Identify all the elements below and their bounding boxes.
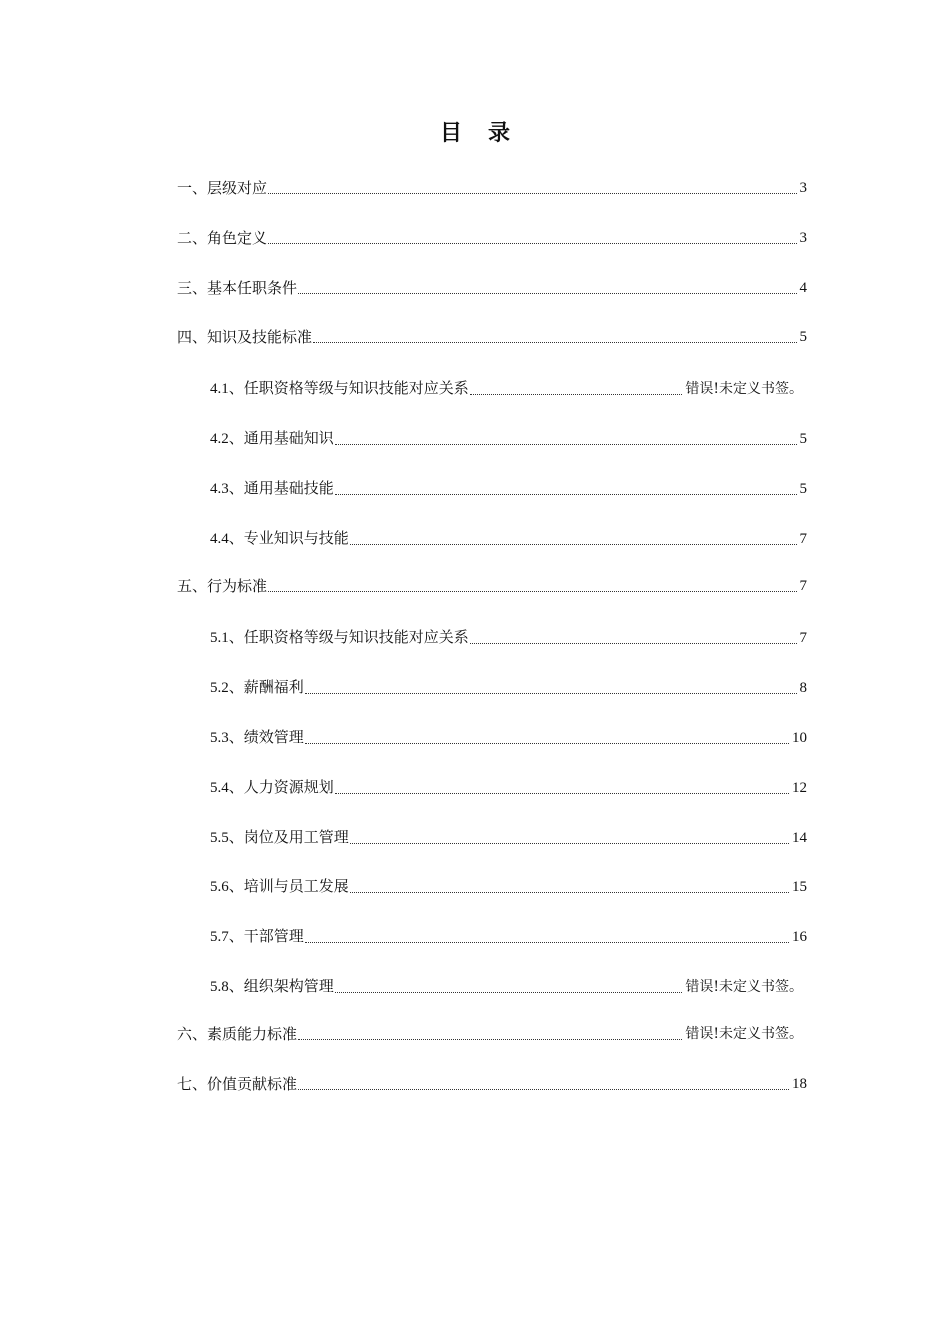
toc-entry-page: 7 xyxy=(799,630,807,646)
dot-leader xyxy=(350,543,797,545)
toc-entry-page: 错误!未定义书签。 xyxy=(685,979,803,995)
toc-entry-text: 培训与员工发展 xyxy=(243,877,349,895)
toc-entry-number: 5.6 xyxy=(210,879,229,895)
toc-entry-separator: 、 xyxy=(192,229,208,247)
toc-entry-separator: 、 xyxy=(228,678,244,696)
toc-entry-text: 岗位及用工管理 xyxy=(243,828,349,846)
toc-entry-separator: 、 xyxy=(192,279,208,297)
toc-entry-label xyxy=(177,1023,297,1045)
toc-entry[interactable] xyxy=(210,528,807,550)
toc-entry-page: 错误!未定义书签。 xyxy=(685,1026,803,1042)
toc-entry-label xyxy=(210,925,304,948)
toc-entry-number: 5.1 xyxy=(210,630,229,646)
toc-entry-label xyxy=(210,427,334,450)
toc-entry-label xyxy=(210,726,304,749)
toc-entry-separator: 、 xyxy=(228,927,244,945)
toc-entry-label xyxy=(210,875,349,898)
toc-entry-text: 素质能力标准 xyxy=(207,1025,298,1043)
dot-leader xyxy=(470,393,683,395)
toc-entry-separator: 、 xyxy=(192,179,208,197)
toc-entry-number: 4.4 xyxy=(210,531,229,547)
toc-entry[interactable] xyxy=(210,478,807,500)
toc-entry-label xyxy=(210,527,349,550)
toc-entry-page: 15 xyxy=(792,879,807,895)
toc-entry-separator: 、 xyxy=(192,577,208,595)
dot-leader xyxy=(268,192,796,194)
dot-leader xyxy=(335,991,683,993)
toc-entry-page: 7 xyxy=(799,531,807,547)
toc-entry-text: 人力资源规划 xyxy=(243,778,334,796)
dot-leader xyxy=(350,891,789,893)
toc-entry-text: 绩效管理 xyxy=(243,728,304,746)
toc-entry-text: 任职资格等级与知识技能对应关系 xyxy=(243,379,469,397)
toc-entry-label xyxy=(177,227,267,249)
toc-entry-number: 5.4 xyxy=(210,780,229,796)
toc-entry-separator: 、 xyxy=(228,379,244,397)
toc-entry-text: 组织架构管理 xyxy=(243,977,334,995)
toc-entry-separator: 、 xyxy=(192,1025,208,1043)
toc-entry-separator: 、 xyxy=(228,628,244,646)
toc-entry[interactable] xyxy=(210,777,807,799)
dot-leader xyxy=(313,341,796,343)
toc-entry[interactable] xyxy=(177,575,807,597)
dot-leader xyxy=(298,1038,682,1040)
toc-entry-label xyxy=(177,575,267,597)
toc-entry-page: 7 xyxy=(799,578,807,594)
toc-entry[interactable] xyxy=(177,326,807,348)
dot-leader xyxy=(268,242,796,244)
toc-entry-number: 七 xyxy=(177,1075,193,1093)
toc-entry-separator: 、 xyxy=(228,429,244,447)
toc-entry[interactable] xyxy=(210,876,807,898)
dot-leader xyxy=(335,493,797,495)
toc-entry[interactable] xyxy=(210,627,807,649)
toc-entry[interactable] xyxy=(210,378,803,400)
toc-entry-number: 5.8 xyxy=(210,979,229,995)
toc-entry-number: 五 xyxy=(177,577,193,595)
toc-entry[interactable] xyxy=(177,177,807,199)
toc-entry-separator: 、 xyxy=(228,728,244,746)
dot-leader xyxy=(470,642,797,644)
toc-entry-page: 错误!未定义书签。 xyxy=(685,381,803,397)
dot-leader xyxy=(268,590,796,592)
toc-title-char-1: 目 xyxy=(439,121,462,146)
toc-entry[interactable] xyxy=(210,727,807,749)
dot-leader xyxy=(298,1088,789,1090)
toc-entry-label xyxy=(210,975,334,998)
toc-entry-text: 通用基础知识 xyxy=(243,429,334,447)
toc-entry-separator: 、 xyxy=(192,328,208,346)
toc-entry-page: 10 xyxy=(792,730,807,746)
toc-entry-number: 二 xyxy=(177,229,193,247)
toc-entry-label xyxy=(210,826,349,849)
toc-entry[interactable] xyxy=(177,1073,807,1095)
toc-entry-page: 14 xyxy=(792,830,807,846)
toc-entry-label xyxy=(210,626,469,649)
toc-entry-number: 5.5 xyxy=(210,830,229,846)
toc-entry-page: 5 xyxy=(799,431,807,447)
toc-entry-text: 基本任职条件 xyxy=(207,279,298,297)
toc-entry-number: 四 xyxy=(177,328,193,346)
toc-entry-number: 三 xyxy=(177,279,193,297)
toc-entry-page: 8 xyxy=(799,680,807,696)
toc-entry-separator: 、 xyxy=(228,529,244,547)
toc-entry-text: 干部管理 xyxy=(243,927,304,945)
toc-entry-page: 3 xyxy=(799,180,807,196)
toc-entry[interactable] xyxy=(177,1023,803,1045)
dot-leader xyxy=(298,292,796,294)
toc-entry-text: 任职资格等级与知识技能对应关系 xyxy=(243,628,469,646)
dot-leader xyxy=(350,842,789,844)
toc-entry-separator: 、 xyxy=(228,828,244,846)
toc-entry-page: 16 xyxy=(792,929,807,945)
toc-entry[interactable] xyxy=(210,677,807,699)
toc-entry[interactable] xyxy=(210,827,807,849)
toc-entry-number: 5.7 xyxy=(210,929,229,945)
toc-entry-text: 知识及技能标准 xyxy=(207,328,313,346)
toc-entry-number: 一 xyxy=(177,179,193,197)
toc-entry-page: 4 xyxy=(799,280,807,296)
toc-entry[interactable] xyxy=(177,277,807,299)
toc-title-char-2: 录 xyxy=(488,121,511,146)
toc-entry[interactable] xyxy=(210,428,807,450)
dot-leader xyxy=(305,941,789,943)
dot-leader xyxy=(335,443,797,445)
toc-entry-number: 六 xyxy=(177,1025,193,1043)
toc-entry-label xyxy=(177,326,312,348)
toc-entry[interactable] xyxy=(177,227,807,249)
toc-entry-page: 12 xyxy=(792,780,807,796)
dot-leader xyxy=(305,692,797,694)
toc-entry-separator: 、 xyxy=(228,977,244,995)
toc-entry-text: 薪酬福利 xyxy=(243,678,304,696)
toc-entry-number: 5.2 xyxy=(210,680,229,696)
toc-entry-label xyxy=(210,676,304,699)
toc-entry-separator: 、 xyxy=(228,877,244,895)
toc-entry-page: 18 xyxy=(792,1076,807,1092)
toc-entry-text: 通用基础技能 xyxy=(243,479,334,497)
toc-entry-label xyxy=(210,377,469,400)
toc-entry-label xyxy=(210,477,334,500)
toc-entry-label xyxy=(210,776,334,799)
toc-entry-number: 4.2 xyxy=(210,431,229,447)
toc-entry-label xyxy=(177,1073,297,1095)
toc-entry[interactable] xyxy=(210,926,807,948)
toc-entry-label xyxy=(177,277,297,299)
toc-entry-text: 行为标准 xyxy=(207,577,268,595)
toc-entry-label xyxy=(177,177,267,199)
toc-entry-text: 专业知识与技能 xyxy=(243,529,349,547)
toc-entry-separator: 、 xyxy=(192,1075,208,1093)
toc-entry-number: 5.3 xyxy=(210,730,229,746)
toc-entry-text: 角色定义 xyxy=(207,229,268,247)
toc-entry-page: 5 xyxy=(799,481,807,497)
dot-leader xyxy=(305,742,789,744)
toc-entry-number: 4.3 xyxy=(210,481,229,497)
toc-entry-number: 4.1 xyxy=(210,381,229,397)
toc-entry-separator: 、 xyxy=(228,778,244,796)
toc-entry-text: 层级对应 xyxy=(207,179,268,197)
dot-leader xyxy=(335,792,789,794)
toc-entry-separator: 、 xyxy=(228,479,244,497)
toc-entry-text: 价值贡献标准 xyxy=(207,1075,298,1093)
toc-entry-page: 3 xyxy=(799,230,807,246)
toc-entry-page: 5 xyxy=(799,329,807,345)
toc-entry[interactable] xyxy=(210,976,803,998)
